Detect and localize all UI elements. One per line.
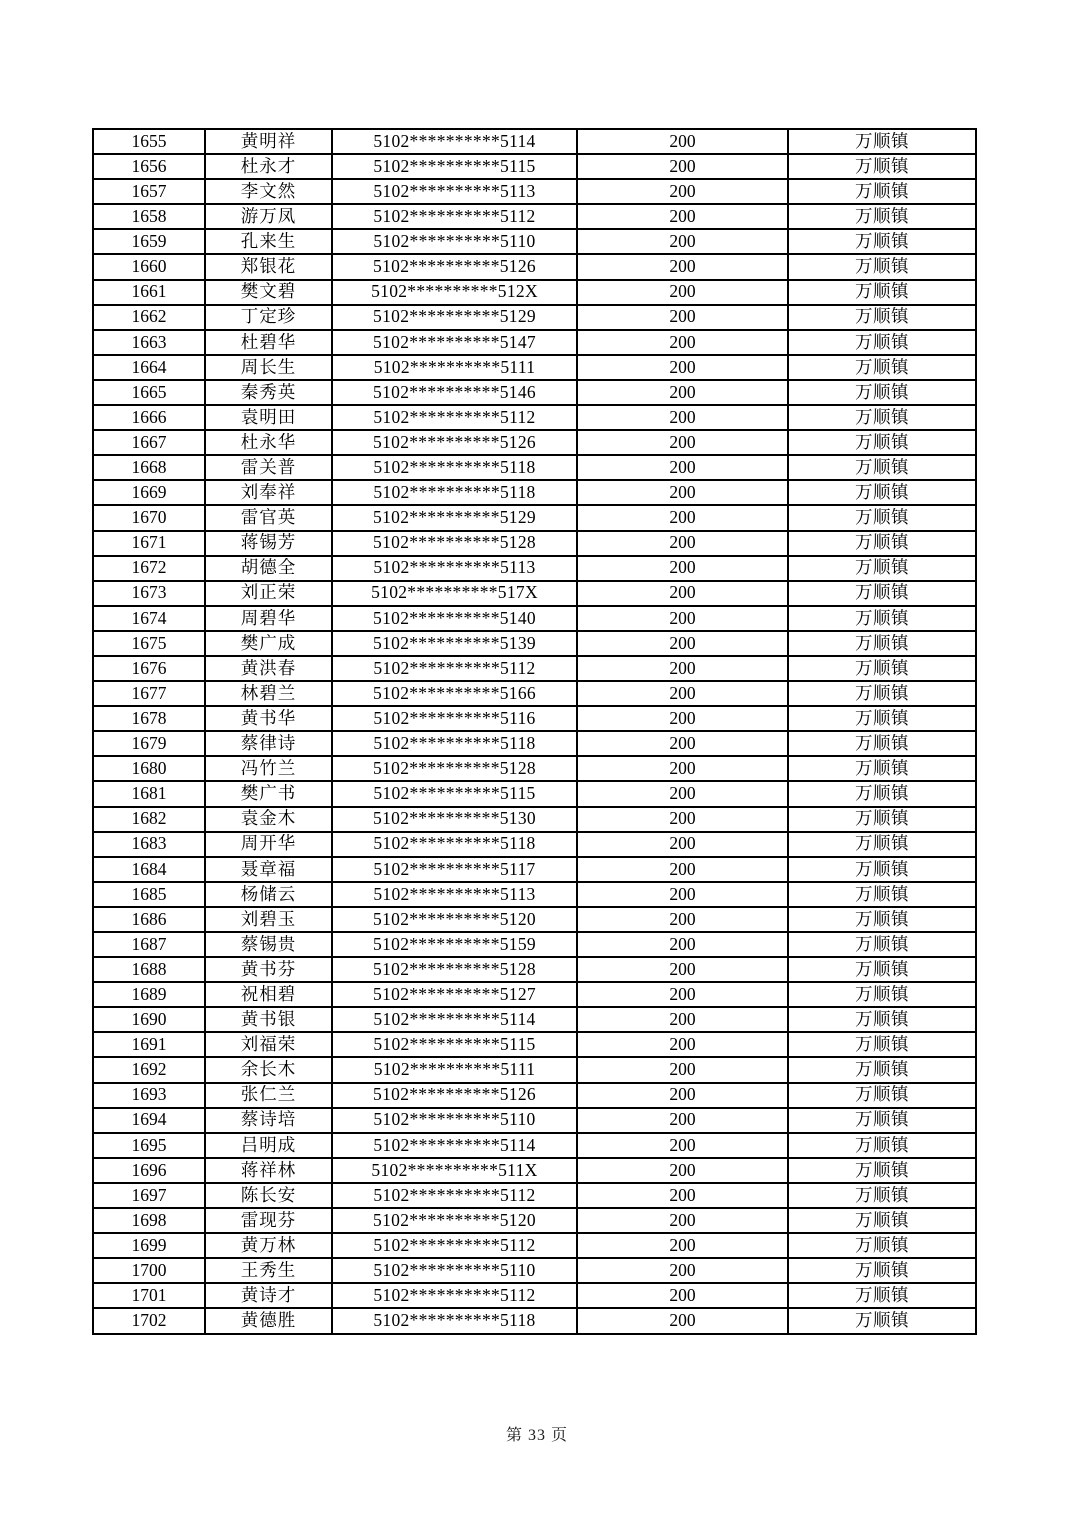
cell-name: 林碧兰: [205, 681, 332, 706]
cell-id-number: 5102**********5129: [332, 505, 577, 530]
cell-amount: 200: [577, 204, 788, 229]
cell-serial-number: 1683: [93, 832, 205, 857]
cell-serial-number: 1697: [93, 1183, 205, 1208]
cell-serial-number: 1698: [93, 1208, 205, 1233]
cell-id-number: 5102**********5128: [332, 756, 577, 781]
cell-name: 黄书芬: [205, 957, 332, 982]
cell-id-number: 5102**********5112: [332, 1183, 577, 1208]
cell-name: 余长木: [205, 1057, 332, 1082]
table-row: [93, 681, 976, 706]
cell-serial-number: 1672: [93, 556, 205, 581]
cell-town: 万顺镇: [788, 229, 976, 254]
cell-town: 万顺镇: [788, 480, 976, 505]
cell-id-number: 5102**********5166: [332, 681, 577, 706]
table-row: [93, 330, 976, 355]
cell-town: 万顺镇: [788, 1308, 976, 1334]
cell-id-number: 5102**********5110: [332, 1258, 577, 1283]
cell-town: 万顺镇: [788, 631, 976, 656]
cell-amount: 200: [577, 480, 788, 505]
cell-town: 万顺镇: [788, 882, 976, 907]
cell-serial-number: 1696: [93, 1158, 205, 1183]
table-row: [93, 1258, 976, 1283]
cell-town: 万顺镇: [788, 1108, 976, 1133]
cell-name: 刘福荣: [205, 1032, 332, 1057]
cell-name: 秦秀英: [205, 380, 332, 405]
table-row: [93, 656, 976, 681]
cell-town: 万顺镇: [788, 706, 976, 731]
cell-id-number: 5102**********5126: [332, 1083, 577, 1108]
cell-name: 黄书银: [205, 1007, 332, 1032]
cell-amount: 200: [577, 581, 788, 606]
cell-amount: 200: [577, 857, 788, 882]
cell-amount: 200: [577, 631, 788, 656]
cell-town: 万顺镇: [788, 681, 976, 706]
cell-id-number: 5102**********5114: [332, 129, 577, 154]
cell-town: 万顺镇: [788, 731, 976, 756]
cell-id-number: 5102**********5126: [332, 430, 577, 455]
cell-serial-number: 1665: [93, 380, 205, 405]
cell-amount: 200: [577, 706, 788, 731]
cell-serial-number: 1678: [93, 706, 205, 731]
cell-name: 郑银花: [205, 254, 332, 279]
table-row: [93, 405, 976, 430]
cell-serial-number: 1699: [93, 1233, 205, 1258]
cell-amount: 200: [577, 280, 788, 305]
cell-name: 蔡锡贵: [205, 932, 332, 957]
cell-id-number: 5102**********5146: [332, 380, 577, 405]
cell-serial-number: 1702: [93, 1308, 205, 1334]
cell-serial-number: 1668: [93, 455, 205, 480]
cell-serial-number: 1680: [93, 756, 205, 781]
cell-town: 万顺镇: [788, 857, 976, 882]
table-row: [93, 355, 976, 380]
cell-name: 樊广成: [205, 631, 332, 656]
cell-id-number: 5102**********5117: [332, 857, 577, 882]
cell-name: 游万凤: [205, 204, 332, 229]
cell-name: 李文然: [205, 179, 332, 204]
cell-id-number: 5102**********5140: [332, 606, 577, 631]
cell-town: 万顺镇: [788, 832, 976, 857]
cell-serial-number: 1686: [93, 907, 205, 932]
cell-amount: 200: [577, 380, 788, 405]
cell-name: 黄诗才: [205, 1283, 332, 1308]
cell-serial-number: 1689: [93, 982, 205, 1007]
cell-name: 吕明成: [205, 1133, 332, 1158]
cell-town: 万顺镇: [788, 280, 976, 305]
cell-name: 周长生: [205, 355, 332, 380]
cell-id-number: 5102**********5118: [332, 832, 577, 857]
cell-name: 聂章福: [205, 857, 332, 882]
cell-serial-number: 1670: [93, 505, 205, 530]
cell-amount: 200: [577, 556, 788, 581]
cell-name: 杜永华: [205, 430, 332, 455]
table-row: [93, 957, 976, 982]
cell-id-number: 5102**********5113: [332, 556, 577, 581]
table-row: [93, 756, 976, 781]
cell-id-number: 5102**********5112: [332, 204, 577, 229]
cell-id-number: 5102**********5112: [332, 1233, 577, 1258]
cell-town: 万顺镇: [788, 505, 976, 530]
cell-id-number: 5102**********5115: [332, 1032, 577, 1057]
table-row: [93, 1208, 976, 1233]
cell-name: 黄书华: [205, 706, 332, 731]
cell-id-number: 5102**********517X: [332, 581, 577, 606]
table-row: [93, 204, 976, 229]
cell-id-number: 5102**********5114: [332, 1007, 577, 1032]
cell-id-number: 5102**********5128: [332, 531, 577, 556]
cell-amount: 200: [577, 355, 788, 380]
cell-serial-number: 1694: [93, 1108, 205, 1133]
cell-serial-number: 1691: [93, 1032, 205, 1057]
cell-town: 万顺镇: [788, 1233, 976, 1258]
cell-name: 蔡律诗: [205, 731, 332, 756]
cell-town: 万顺镇: [788, 807, 976, 832]
cell-amount: 200: [577, 505, 788, 530]
cell-town: 万顺镇: [788, 932, 976, 957]
cell-serial-number: 1679: [93, 731, 205, 756]
cell-name: 祝相碧: [205, 982, 332, 1007]
table-row: [93, 430, 976, 455]
cell-town: 万顺镇: [788, 154, 976, 179]
cell-id-number: 5102**********5111: [332, 355, 577, 380]
cell-town: 万顺镇: [788, 1158, 976, 1183]
cell-id-number: 5102**********512X: [332, 280, 577, 305]
cell-id-number: 5102**********5139: [332, 631, 577, 656]
table-row: [93, 154, 976, 179]
cell-amount: 200: [577, 832, 788, 857]
table-row: [93, 229, 976, 254]
cell-amount: 200: [577, 1308, 788, 1334]
table-row: [93, 1308, 976, 1334]
table-row: [93, 581, 976, 606]
cell-id-number: 5102**********5110: [332, 1108, 577, 1133]
cell-serial-number: 1687: [93, 932, 205, 957]
cell-amount: 200: [577, 882, 788, 907]
cell-amount: 200: [577, 807, 788, 832]
table-row: [93, 1183, 976, 1208]
cell-town: 万顺镇: [788, 179, 976, 204]
cell-name: 陈长安: [205, 1183, 332, 1208]
cell-id-number: 5102**********5118: [332, 480, 577, 505]
cell-name: 刘奉祥: [205, 480, 332, 505]
cell-serial-number: 1681: [93, 781, 205, 806]
cell-serial-number: 1693: [93, 1083, 205, 1108]
table-row: [93, 1233, 976, 1258]
cell-amount: 200: [577, 1283, 788, 1308]
cell-serial-number: 1656: [93, 154, 205, 179]
cell-amount: 200: [577, 1158, 788, 1183]
cell-amount: 200: [577, 756, 788, 781]
cell-id-number: 5102**********5128: [332, 957, 577, 982]
table-row: [93, 857, 976, 882]
table-row: [93, 606, 976, 631]
cell-id-number: 5102**********5147: [332, 330, 577, 355]
cell-amount: 200: [577, 179, 788, 204]
cell-id-number: 5102**********5129: [332, 305, 577, 330]
cell-amount: 200: [577, 1208, 788, 1233]
table-row: [93, 731, 976, 756]
cell-name: 黄明祥: [205, 129, 332, 154]
cell-name: 袁明田: [205, 405, 332, 430]
cell-amount: 200: [577, 531, 788, 556]
cell-serial-number: 1655: [93, 129, 205, 154]
cell-name: 杜碧华: [205, 330, 332, 355]
cell-town: 万顺镇: [788, 330, 976, 355]
table-row: [93, 1158, 976, 1183]
cell-town: 万顺镇: [788, 556, 976, 581]
table-row: [93, 305, 976, 330]
cell-amount: 200: [577, 1183, 788, 1208]
cell-id-number: 5102**********5112: [332, 1283, 577, 1308]
cell-id-number: 5102**********5126: [332, 254, 577, 279]
cell-id-number: 5102**********5112: [332, 405, 577, 430]
cell-amount: 200: [577, 129, 788, 154]
cell-amount: 200: [577, 1258, 788, 1283]
cell-amount: 200: [577, 957, 788, 982]
table-row: [93, 907, 976, 932]
cell-name: 黄洪春: [205, 656, 332, 681]
cell-serial-number: 1671: [93, 531, 205, 556]
table-row: [93, 179, 976, 204]
cell-id-number: 5102**********5110: [332, 229, 577, 254]
cell-name: 蒋锡芳: [205, 531, 332, 556]
cell-town: 万顺镇: [788, 1258, 976, 1283]
cell-id-number: 5102**********5113: [332, 179, 577, 204]
cell-town: 万顺镇: [788, 1032, 976, 1057]
cell-town: 万顺镇: [788, 1183, 976, 1208]
cell-serial-number: 1692: [93, 1057, 205, 1082]
table-row: [93, 631, 976, 656]
cell-town: 万顺镇: [788, 1057, 976, 1082]
cell-name: 樊文碧: [205, 280, 332, 305]
cell-id-number: 5102**********511X: [332, 1158, 577, 1183]
cell-town: 万顺镇: [788, 581, 976, 606]
cell-name: 王秀生: [205, 1258, 332, 1283]
cell-serial-number: 1685: [93, 882, 205, 907]
table-row: [93, 1007, 976, 1032]
cell-amount: 200: [577, 455, 788, 480]
cell-serial-number: 1674: [93, 606, 205, 631]
cell-serial-number: 1669: [93, 480, 205, 505]
table-row: [93, 932, 976, 957]
cell-id-number: 5102**********5114: [332, 1133, 577, 1158]
cell-id-number: 5102**********5159: [332, 932, 577, 957]
cell-town: 万顺镇: [788, 982, 976, 1007]
cell-town: 万顺镇: [788, 455, 976, 480]
cell-serial-number: 1673: [93, 581, 205, 606]
cell-name: 雷官英: [205, 505, 332, 530]
cell-name: 杜永才: [205, 154, 332, 179]
cell-town: 万顺镇: [788, 656, 976, 681]
cell-id-number: 5102**********5120: [332, 907, 577, 932]
table-row: [93, 1283, 976, 1308]
cell-name: 孔来生: [205, 229, 332, 254]
table-row: [93, 129, 976, 154]
table-row: [93, 1108, 976, 1133]
cell-id-number: 5102**********5120: [332, 1208, 577, 1233]
cell-serial-number: 1700: [93, 1258, 205, 1283]
beneficiary-table: [92, 128, 977, 1335]
table-body: [93, 129, 976, 1334]
cell-amount: 200: [577, 1083, 788, 1108]
cell-serial-number: 1658: [93, 204, 205, 229]
cell-amount: 200: [577, 907, 788, 932]
cell-amount: 200: [577, 305, 788, 330]
cell-id-number: 5102**********5127: [332, 982, 577, 1007]
cell-amount: 200: [577, 681, 788, 706]
cell-name: 周碧华: [205, 606, 332, 631]
cell-name: 刘正荣: [205, 581, 332, 606]
cell-name: 蔡诗培: [205, 1108, 332, 1133]
cell-serial-number: 1659: [93, 229, 205, 254]
cell-amount: 200: [577, 982, 788, 1007]
cell-amount: 200: [577, 932, 788, 957]
cell-town: 万顺镇: [788, 405, 976, 430]
cell-name: 周开华: [205, 832, 332, 857]
cell-town: 万顺镇: [788, 1083, 976, 1108]
cell-id-number: 5102**********5113: [332, 882, 577, 907]
cell-serial-number: 1663: [93, 330, 205, 355]
table-row: [93, 254, 976, 279]
cell-amount: 200: [577, 1032, 788, 1057]
cell-serial-number: 1701: [93, 1283, 205, 1308]
cell-town: 万顺镇: [788, 430, 976, 455]
cell-amount: 200: [577, 1233, 788, 1258]
cell-amount: 200: [577, 1057, 788, 1082]
cell-id-number: 5102**********5118: [332, 455, 577, 480]
table-row: [93, 807, 976, 832]
cell-serial-number: 1676: [93, 656, 205, 681]
table-row: [93, 480, 976, 505]
table-row: [93, 882, 976, 907]
cell-name: 杨储云: [205, 882, 332, 907]
cell-id-number: 5102**********5112: [332, 656, 577, 681]
cell-name: 冯竹兰: [205, 756, 332, 781]
cell-amount: 200: [577, 254, 788, 279]
table-row: [93, 832, 976, 857]
cell-name: 黄万林: [205, 1233, 332, 1258]
cell-name: 丁定珍: [205, 305, 332, 330]
cell-town: 万顺镇: [788, 1208, 976, 1233]
table-row: [93, 706, 976, 731]
cell-town: 万顺镇: [788, 781, 976, 806]
cell-serial-number: 1661: [93, 280, 205, 305]
cell-town: 万顺镇: [788, 355, 976, 380]
cell-serial-number: 1682: [93, 807, 205, 832]
cell-town: 万顺镇: [788, 305, 976, 330]
cell-serial-number: 1688: [93, 957, 205, 982]
cell-name: 黄德胜: [205, 1308, 332, 1334]
cell-town: 万顺镇: [788, 1007, 976, 1032]
cell-amount: 200: [577, 656, 788, 681]
cell-town: 万顺镇: [788, 1133, 976, 1158]
cell-serial-number: 1667: [93, 430, 205, 455]
cell-amount: 200: [577, 330, 788, 355]
cell-name: 樊广书: [205, 781, 332, 806]
cell-amount: 200: [577, 430, 788, 455]
cell-town: 万顺镇: [788, 1283, 976, 1308]
cell-serial-number: 1675: [93, 631, 205, 656]
cell-town: 万顺镇: [788, 531, 976, 556]
cell-town: 万顺镇: [788, 756, 976, 781]
cell-id-number: 5102**********5115: [332, 781, 577, 806]
cell-id-number: 5102**********5118: [332, 1308, 577, 1334]
cell-id-number: 5102**********5118: [332, 731, 577, 756]
cell-amount: 200: [577, 731, 788, 756]
cell-name: 张仁兰: [205, 1083, 332, 1108]
cell-town: 万顺镇: [788, 254, 976, 279]
cell-town: 万顺镇: [788, 380, 976, 405]
cell-amount: 200: [577, 606, 788, 631]
table-row: [93, 1083, 976, 1108]
cell-name: 蒋祥林: [205, 1158, 332, 1183]
cell-serial-number: 1677: [93, 681, 205, 706]
cell-amount: 200: [577, 781, 788, 806]
cell-id-number: 5102**********5115: [332, 154, 577, 179]
cell-amount: 200: [577, 1133, 788, 1158]
cell-serial-number: 1662: [93, 305, 205, 330]
cell-serial-number: 1660: [93, 254, 205, 279]
table-row: [93, 531, 976, 556]
page-number: 第 33 页: [505, 1427, 568, 1444]
cell-serial-number: 1690: [93, 1007, 205, 1032]
cell-town: 万顺镇: [788, 204, 976, 229]
table-row: [93, 1032, 976, 1057]
cell-town: 万顺镇: [788, 129, 976, 154]
cell-serial-number: 1666: [93, 405, 205, 430]
cell-amount: 200: [577, 1007, 788, 1032]
table-row: [93, 982, 976, 1007]
table-row: [93, 455, 976, 480]
cell-amount: 200: [577, 229, 788, 254]
cell-name: 雷关普: [205, 455, 332, 480]
cell-name: 袁金木: [205, 807, 332, 832]
table-row: [93, 280, 976, 305]
table-row: [93, 1133, 976, 1158]
cell-id-number: 5102**********5116: [332, 706, 577, 731]
cell-serial-number: 1664: [93, 355, 205, 380]
table-row: [93, 781, 976, 806]
cell-town: 万顺镇: [788, 606, 976, 631]
cell-amount: 200: [577, 1108, 788, 1133]
cell-id-number: 5102**********5130: [332, 807, 577, 832]
cell-serial-number: 1695: [93, 1133, 205, 1158]
table-row: [93, 380, 976, 405]
cell-name: 雷现芬: [205, 1208, 332, 1233]
cell-town: 万顺镇: [788, 957, 976, 982]
cell-id-number: 5102**********5111: [332, 1057, 577, 1082]
cell-amount: 200: [577, 405, 788, 430]
cell-name: 胡德全: [205, 556, 332, 581]
table-row: [93, 556, 976, 581]
cell-amount: 200: [577, 154, 788, 179]
cell-serial-number: 1657: [93, 179, 205, 204]
table-row: [93, 1057, 976, 1082]
table-row: [93, 505, 976, 530]
cell-name: 刘碧玉: [205, 907, 332, 932]
cell-town: 万顺镇: [788, 907, 976, 932]
cell-serial-number: 1684: [93, 857, 205, 882]
